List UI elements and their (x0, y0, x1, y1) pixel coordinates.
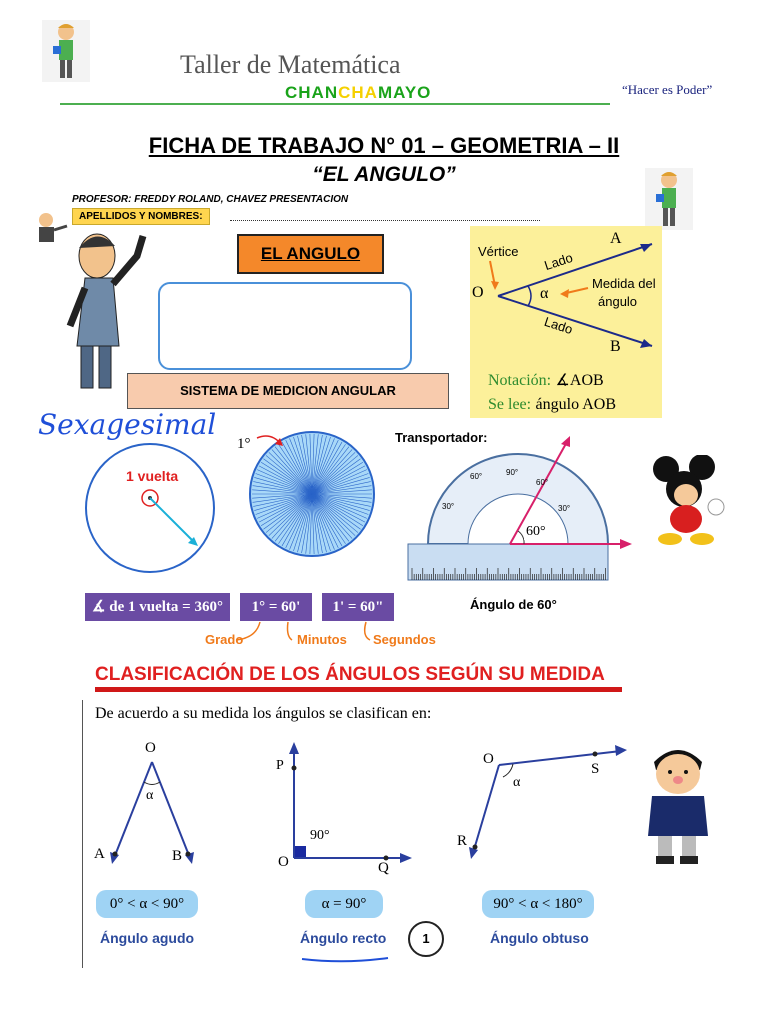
sixty-angle-label: 60° (526, 524, 546, 539)
transportador-label: Transportador: (395, 430, 488, 445)
tick-label-4: 60° (536, 478, 549, 487)
profesor-line: PROFESOR: FREDDY ROLAND, CHAVEZ PRESENTACION (72, 194, 349, 205)
obtuse-r-label: R (457, 833, 468, 849)
right-q-label: Q (378, 860, 389, 876)
se-lee-label: Se lee: (488, 396, 532, 413)
right-angle-diagram (270, 740, 420, 880)
point-b-label: B (610, 338, 621, 355)
full-turn-diagram (82, 440, 218, 576)
se-lee-value: ángulo AOB (535, 396, 616, 413)
protractor-diagram (406, 432, 642, 584)
header-divider (60, 103, 610, 105)
worksheet-subtitle: “EL ANGULO” (312, 163, 456, 186)
unit-segundos: Segundos (373, 632, 436, 647)
classification-subtitle: De acuerdo a su medida los ángulos se clasifican en: (95, 705, 432, 722)
obtuse-s-label: S (591, 761, 600, 777)
one-degree-label: 1° (237, 436, 251, 452)
acute-range-pill: 0° < α < 90° (96, 890, 198, 918)
acute-name: Ángulo agudo (100, 930, 195, 946)
handwritten-sexagesimal: Sexagesimal (38, 408, 217, 441)
acute-alpha-label: α (146, 788, 154, 803)
brand-logo (285, 83, 431, 103)
acute-b-label: B (172, 848, 183, 864)
minute-seconds-box: 1' = 60" (322, 593, 394, 621)
motto: “Hacer es Poder” (622, 82, 713, 97)
se-lee-line (488, 396, 616, 414)
header-title: Taller de Matemática (180, 50, 401, 79)
notacion-value: ∡AOB (555, 372, 604, 389)
point-o-label: O (472, 284, 484, 301)
teacher-clipart-icon (42, 20, 90, 82)
degree-arrow-icon (255, 432, 285, 452)
teacher-clipart-icon-2 (645, 168, 693, 230)
tick-label-2: 60° (470, 472, 483, 481)
angulo-60-caption: Ángulo de 60° (470, 597, 557, 612)
obtuse-o-label: O (483, 751, 494, 767)
right-name-underline (300, 950, 390, 958)
names-label: APELLIDOS Y NOMBRES: (72, 208, 210, 225)
full-turn-box: ∡ de 1 vuelta = 360° (85, 593, 230, 621)
names-input-line[interactable] (230, 210, 540, 221)
page-number: 1 (408, 921, 444, 957)
obtuse-range-pill: 90° < α < 180° (482, 890, 594, 918)
sistema-medicion-heading: SISTEMA DE MEDICION ANGULAR (127, 373, 449, 409)
el-angulo-heading: EL ANGULO (237, 234, 384, 274)
obtuse-angle-diagram (455, 745, 635, 865)
vertice-label: Vértice (478, 244, 519, 259)
acute-o-label: O (145, 740, 156, 756)
mickey-cartoon-icon (650, 455, 730, 547)
lado-bottom-label: Lado (542, 313, 575, 338)
medida-label-1: Medida del (592, 276, 656, 291)
point-a-label: A (610, 230, 622, 247)
angle-definition-diagram (470, 226, 662, 418)
unit-minutos: Minutos (297, 632, 347, 647)
right-range-pill: α = 90° (305, 890, 383, 918)
definition-answer-box[interactable] (158, 282, 412, 370)
acute-angle-diagram (92, 740, 212, 880)
obtuse-name: Ángulo obtuso (490, 930, 589, 946)
brand-part-1: CHAN (285, 83, 339, 102)
alpha-label: α (540, 285, 549, 302)
classification-title: CLASIFICACIÓN DE LOS ÁNGULOS SEGÚN SU MEDIDA (95, 664, 605, 685)
medida-label-2: ángulo (598, 294, 638, 309)
presenter-man-icon (55, 226, 150, 396)
tick-label-3: 90° (506, 468, 519, 477)
student-boy-cartoon-icon (640, 740, 715, 866)
right-deg-label: 90° (310, 828, 330, 843)
acute-a-label: A (94, 846, 105, 862)
lado-top-label: Lado (542, 249, 575, 274)
tick-label-5: 30° (558, 504, 571, 513)
brand-part-3: MAYO (377, 83, 432, 102)
brand-part-2: CHA (338, 83, 378, 102)
notacion-line (488, 370, 604, 390)
tick-label-1: 30° (442, 502, 455, 511)
classification-underline (95, 687, 622, 692)
obtuse-alpha-label: α (513, 775, 521, 790)
vuelta-label: 1 vuelta (126, 468, 179, 484)
notacion-label: Notación: (488, 372, 552, 389)
right-name: Ángulo recto (300, 930, 387, 946)
degree-minutes-box: 1° = 60' (240, 593, 312, 621)
worksheet-title: FICHA DE TRABAJO N° 01 – GEOMETRIA – II (148, 133, 620, 158)
page-margin-line (82, 700, 83, 968)
right-p-label: P (276, 758, 284, 773)
right-o-label: O (278, 854, 289, 870)
unit-grado: Grado (205, 632, 244, 647)
